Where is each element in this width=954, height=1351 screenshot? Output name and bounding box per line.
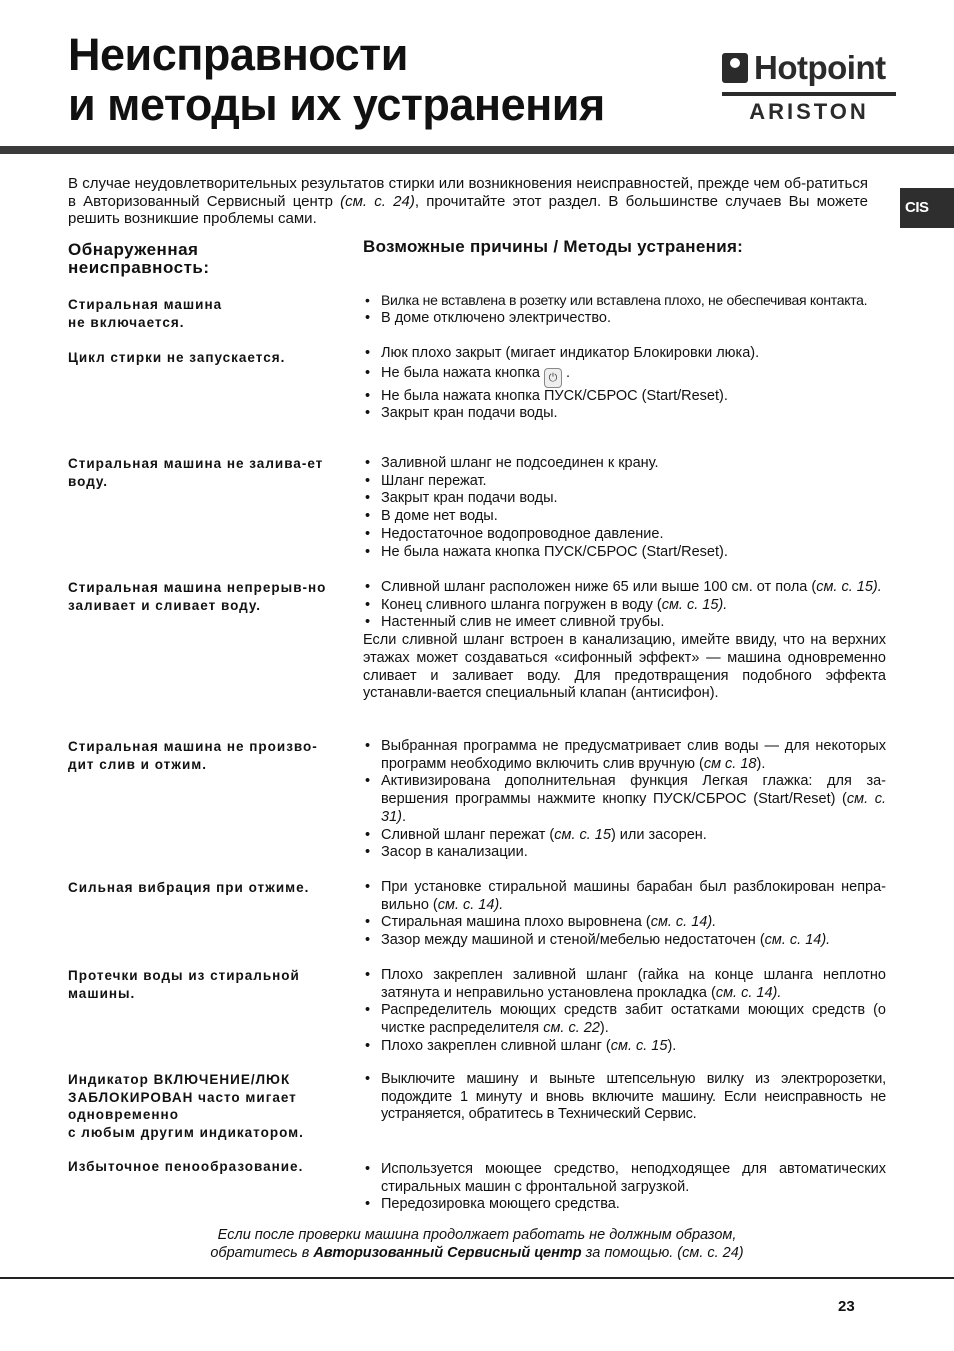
cause-item: • Вилка не вставлена в розетку или вставлена плохо, не обеспечивая контакта. — [363, 292, 886, 310]
problem-label: Цикл стирки не запускается. — [68, 350, 286, 365]
cause-text: Выбранная программа не предусматривает слив воды — для некоторых программ необходимо включить слив вручную ( — [381, 738, 886, 772]
cause-list — [363, 292, 886, 327]
cause-item — [363, 1002, 886, 1037]
cause-text: Сливной шланг расположен ниже 65 или выше 100 см. от пола ( — [381, 579, 817, 595]
cause-text: Стиральная машина плохо выровнена ( — [381, 914, 651, 931]
cause-item — [363, 879, 886, 914]
cause-text: Активизирована дополнительная функция Легкая глажка: для за-вершения программы нажмите кнопку ПУСК/СБРОС (Start/Reset) ( — [381, 773, 886, 808]
cause-item: • Выключите машину и выньте штепсельную вилку из электророзетки, подождите 1 минуту и вновь включите машину. Если неисправность не устраняется, обратитесь в Технический Сервис. — [363, 1071, 886, 1124]
cause-text: Конец сливного шланга погружен в воду ( — [381, 596, 662, 613]
cause-text: Не была нажата кнопка — [381, 364, 540, 381]
cause-item: • Используется моющее средство, неподходящее для автоматических стиральных машин с фронтальной загрузкой. — [363, 1161, 886, 1196]
intro-text-after: , прочитайте этот раздел. В большинстве случаев Вы можете решить возникшие проблемы сами. — [68, 192, 868, 227]
footer-rule — [0, 1277, 954, 1279]
power-button-icon: ⏻ — [544, 368, 562, 388]
cause-list — [363, 1161, 886, 1214]
cause-list — [363, 579, 886, 703]
logo-hotpoint-text: Hotpoint — [754, 49, 886, 86]
cause-text-end: ). — [667, 1037, 677, 1054]
cause-page-ref: см. с. 15 — [554, 826, 611, 843]
cause-text-end: ). — [599, 1020, 609, 1037]
cause-page-ref: см. с. 15 — [610, 1037, 668, 1054]
logo-ariston-text: ARISTON — [749, 99, 869, 124]
problem-label-line-2: с любым другим индикатором. — [68, 1124, 304, 1140]
cause-text: Распределитель моющих средств забит остатками моющих средств (о чистке распределителя — [381, 1002, 886, 1037]
cause-item: • В доме нет воды. — [363, 508, 886, 526]
cause-item: • Настенный слив не имеет сливной трубы. — [363, 614, 886, 632]
problem-label — [68, 1071, 334, 1141]
cause-list — [363, 345, 886, 423]
cause-item — [363, 738, 886, 773]
cause-item: • Люк плохо закрыт (мигает индикатор Блокировки люка). — [363, 345, 886, 363]
problem-label: Стиральная машина непрерыв-но заливает и сливает воду. — [68, 580, 327, 613]
cause-text: Плохо закреплен заливной шланг (гайка на конце шланга неплотно затянута и неправильно установлена прокладка ( — [381, 967, 886, 1001]
cause-text: При установке стиральной машины барабан был разблокирован непра-вильно ( — [381, 879, 886, 913]
cause-item — [363, 597, 886, 615]
page-title-line-1: Неисправности — [68, 29, 408, 80]
footer-note — [120, 1227, 834, 1262]
column-heading-problem-line-2: неисправность: — [68, 258, 210, 277]
language-tab: CIS — [900, 188, 954, 228]
cause-note: Если сливной шланг встроен в канализацию, имейте ввиду, что на верхних этажах может создаваться «сифонный эффект» — машина одновременно сливает и заливает воду. Для предотвращения подобного эффекта устанавли-вается специальный клапан (антисифон). — [363, 632, 886, 702]
cause-list — [363, 738, 886, 862]
intro-text-before: В случае неудовлетворительных результатов стирки или возникновения неисправностей, прежде чем об-ратиться в Авторизованный Сервисный центр — [68, 175, 868, 210]
cause-item: • Закрыт кран подачи воды. — [363, 405, 886, 423]
cause-page-ref: см. с. 31) — [381, 791, 887, 825]
footer-note-line-2-end: за помощью. (см. с. 24) — [581, 1244, 744, 1261]
page-title-line-2: и методы их устранения — [68, 79, 605, 130]
problem-label: Сильная вибрация при отжиме. — [68, 880, 310, 895]
logo-divider — [722, 92, 896, 96]
cause-text: Зазор между машиной и стеной/мебелью недостаточен ( — [381, 932, 765, 949]
cause-item — [363, 1038, 886, 1056]
cause-page-ref: см. с. 14). — [650, 914, 717, 931]
problem-label-line-1: Стиральная машина — [68, 297, 223, 312]
footer-note-line-1: Если после проверки машина продолжает работать не должным образом, — [217, 1227, 737, 1243]
cause-text-end: ). — [756, 755, 766, 772]
cause-item: • Недостаточное водопроводное давление. — [363, 526, 886, 544]
cause-page-ref: см. с. 15). — [661, 596, 728, 613]
cause-item — [363, 365, 886, 388]
footer-service-center: Авторизованный Сервисный центр — [313, 1244, 582, 1261]
problem-label-line-2: не включается. — [68, 314, 185, 330]
cause-item — [363, 967, 886, 1002]
cause-item — [363, 827, 886, 845]
cause-item — [363, 932, 886, 950]
cause-page-ref: см. с. 14). — [764, 932, 831, 949]
cause-item — [363, 579, 886, 597]
cause-list — [363, 879, 886, 950]
intro-page-ref: (см. с. 24) — [340, 192, 415, 210]
brand-logo — [722, 50, 896, 126]
column-heading-problem — [68, 241, 338, 277]
cause-item: • Заливной шланг не подсоединен к крану. — [363, 455, 886, 473]
problem-label: Стиральная машина не произво-дит слив и отжим. — [68, 739, 318, 772]
problem-label: Избыточное пенообразование. — [68, 1159, 304, 1174]
footer-note-line-2-start: обратитесь в — [210, 1244, 314, 1261]
cause-item: • Передозировка моющего средства. — [363, 1196, 886, 1214]
column-heading-problem-line-1: Обнаруженная — [68, 240, 199, 259]
cause-list — [363, 967, 886, 1056]
cause-page-ref: см. с. 14). — [715, 984, 782, 1001]
problem-label-line-1: Индикатор ВКЛЮЧЕНИЕ/ЛЮК ЗАБЛОКИРОВАН часто мигает одновременно — [68, 1072, 297, 1122]
problem-label — [68, 296, 334, 331]
cause-item: • Закрыт кран подачи воды. — [363, 490, 886, 508]
page-title — [68, 30, 605, 130]
cause-item: • Шланг пережат. — [363, 473, 886, 491]
cause-item: • Не была нажата кнопка ПУСК/СБРОС (Start/Reset). — [363, 544, 886, 562]
cause-page-ref: см. с. 22 — [543, 1020, 600, 1037]
cause-text: Сливной шланг пережат ( — [381, 826, 555, 843]
intro-paragraph — [68, 175, 868, 228]
header-rule — [0, 146, 954, 154]
cause-item — [363, 914, 886, 932]
cause-page-ref: см. с. 15). — [816, 579, 882, 595]
cause-text-end: . — [566, 364, 571, 381]
problem-label: Стиральная машина не залива-ет воду. — [68, 456, 324, 489]
page-number: 23 — [838, 1298, 855, 1315]
cause-list — [363, 1071, 886, 1124]
cause-item: • Не была нажата кнопка ПУСК/СБРОС (Start/Reset). — [363, 388, 886, 406]
cause-page-ref: см с. 18 — [703, 755, 757, 772]
problem-label: Протечки воды из стиральной машины. — [68, 968, 300, 1001]
cause-page-ref: см. с. 14). — [437, 896, 504, 913]
logo-hotpoint-row — [722, 50, 886, 86]
cause-list — [363, 455, 886, 561]
column-heading-causes: Возможные причины / Методы устранения: — [363, 237, 744, 256]
cause-item — [363, 773, 886, 826]
cause-item: • В доме отключено электричество. — [363, 310, 886, 328]
cause-text-end: . — [401, 808, 406, 825]
cause-item: • Засор в канализации. — [363, 844, 886, 862]
cause-text-end: ) или засорен. — [610, 826, 707, 843]
hotpoint-mark-icon — [722, 53, 748, 83]
cause-text: Плохо закреплен сливной шланг ( — [381, 1037, 611, 1054]
